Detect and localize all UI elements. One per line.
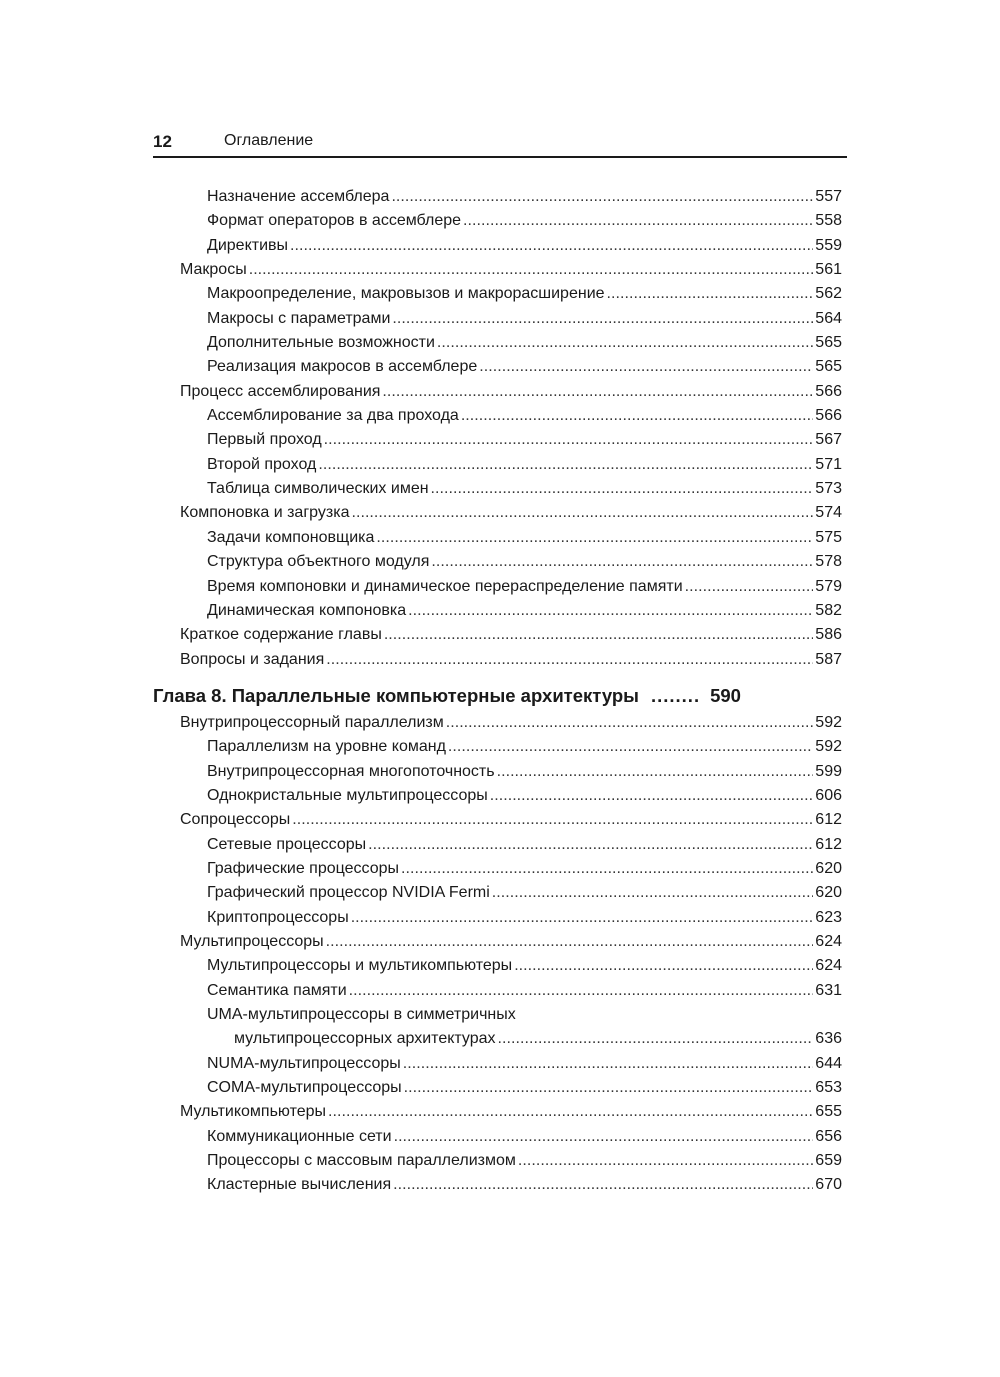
- toc-entry[interactable]: [153, 575, 842, 599]
- entry-title: COMA-мультипроцессоры: [207, 1079, 402, 1097]
- entry-page: 561: [815, 261, 842, 279]
- entry-page: 573: [815, 480, 842, 498]
- toc-entry[interactable]: [153, 185, 842, 209]
- dot-leader: [607, 282, 814, 306]
- toc-entry[interactable]: [153, 258, 842, 282]
- entry-title: Макросы с параметрами: [207, 309, 391, 327]
- dot-leader: [351, 501, 813, 525]
- entry-title: Внутрипроцессорная многопоточность: [207, 762, 495, 780]
- entry-page: 636: [815, 1030, 842, 1048]
- toc-entry[interactable]: [153, 711, 842, 735]
- dot-leader: [448, 735, 813, 759]
- entry-title: Компоновка и загрузка: [180, 504, 350, 522]
- chapter-page: 590: [710, 684, 741, 706]
- toc-entry[interactable]: [153, 857, 842, 881]
- entry-title: Мультипроцессоры и мультикомпьютеры: [207, 957, 513, 975]
- entry-page: 565: [815, 334, 842, 352]
- page-header: [153, 130, 847, 158]
- chapter-title: Глава 8. Параллельные компьютерные архитектуры: [153, 684, 639, 706]
- toc-entry[interactable]: [153, 1173, 842, 1197]
- toc-entry[interactable]: [153, 623, 842, 647]
- entry-page: 620: [815, 859, 842, 877]
- header-rule: [153, 156, 847, 158]
- entry-title: Процесс ассемблирования: [180, 382, 381, 400]
- entry-page: 558: [815, 212, 842, 230]
- entry-page: 574: [815, 504, 842, 522]
- entry-page: 565: [815, 358, 842, 376]
- entry-title: Реализация макросов в ассемблере: [207, 358, 478, 376]
- dot-leader: [431, 477, 814, 501]
- dot-leader: ........: [650, 684, 701, 706]
- entry-title: Динамическая компоновка: [207, 601, 407, 619]
- entry-title: Время компоновки и динамическое перераспределение памяти: [207, 577, 683, 595]
- dot-leader: [490, 784, 814, 808]
- toc-entry[interactable]: [153, 1003, 842, 1052]
- entry-title: Параллелизм на уровне команд: [207, 738, 446, 756]
- dot-leader: [518, 1149, 813, 1173]
- entry-page: 670: [815, 1176, 842, 1194]
- dot-leader: [368, 833, 813, 857]
- entry-page: 624: [815, 932, 842, 950]
- dot-leader: [326, 648, 813, 672]
- entry-page: 631: [815, 981, 842, 999]
- toc-entry[interactable]: [153, 234, 842, 258]
- entry-page: 656: [815, 1127, 842, 1145]
- entry-title: Графические процессоры: [207, 859, 399, 877]
- entry-page: 606: [815, 786, 842, 804]
- entry-page: 592: [815, 713, 842, 731]
- toc-entry[interactable]: [153, 355, 842, 379]
- toc-entry[interactable]: [153, 428, 842, 452]
- entry-page: 612: [815, 811, 842, 829]
- dot-leader: [497, 760, 814, 784]
- entry-title: Первый проход: [207, 431, 322, 449]
- dot-leader: [401, 857, 813, 881]
- entry-title: Макросы: [180, 261, 247, 279]
- entry-page: 579: [815, 577, 842, 595]
- dot-leader: [446, 711, 814, 735]
- dot-leader: [514, 954, 813, 978]
- toc-entry[interactable]: [153, 906, 842, 930]
- entry-page: 582: [815, 601, 842, 619]
- entry-title: Коммуникационные сети: [207, 1127, 392, 1145]
- toc-entry[interactable]: [153, 331, 842, 355]
- entry-title: Внутрипроцессорный параллелизм: [180, 713, 444, 731]
- toc-entry[interactable]: [153, 808, 842, 832]
- entry-title: Сетевые процессоры: [207, 835, 367, 853]
- toc-entry[interactable]: [153, 599, 842, 623]
- dot-leader: [318, 453, 813, 477]
- toc-section-chapter-8: [153, 711, 842, 1198]
- toc-entry[interactable]: [153, 979, 842, 1003]
- toc-entry[interactable]: [153, 735, 842, 759]
- entry-page: 592: [815, 738, 842, 756]
- entry-title: NUMA-мультипроцессоры: [207, 1054, 401, 1072]
- dot-leader: [384, 623, 813, 647]
- entry-title: Таблица символических имен: [207, 480, 429, 498]
- dot-leader: [685, 575, 814, 599]
- entry-title: Второй проход: [207, 455, 317, 473]
- toc-entry[interactable]: [153, 833, 842, 857]
- toc-entry[interactable]: [153, 760, 842, 784]
- entry-page: 578: [815, 553, 842, 571]
- dot-leader: [492, 881, 814, 905]
- dot-leader: [382, 380, 813, 404]
- dot-leader: [437, 331, 813, 355]
- toc-entry[interactable]: [153, 881, 842, 905]
- entry-page: 612: [815, 835, 842, 853]
- entry-title: Сопроцессоры: [180, 811, 291, 829]
- entry-title: Ассемблирование за два прохода: [207, 407, 459, 425]
- dot-leader: [408, 599, 813, 623]
- toc-entry[interactable]: [153, 453, 842, 477]
- entry-title: Вопросы и задания: [180, 650, 325, 668]
- dot-leader: [498, 1027, 814, 1051]
- entry-title: Дополнительные возможности: [207, 334, 435, 352]
- entry-page: 571: [815, 455, 842, 473]
- toc-entry[interactable]: [153, 526, 842, 550]
- entry-title: Мультипроцессоры: [180, 932, 324, 950]
- entry-title: Графический процессор NVIDIA Fermi: [207, 884, 490, 902]
- entry-title: Формат операторов в ассемблере: [207, 212, 462, 230]
- toc-entry[interactable]: [153, 404, 842, 428]
- dot-leader: [404, 1076, 814, 1100]
- dot-leader: [324, 428, 814, 452]
- entry-title: Мультикомпьютеры: [180, 1103, 327, 1121]
- entry-title: Кластерные вычисления: [207, 1176, 392, 1194]
- entry-title: Макроопределение, макровызов и макрорасширение: [207, 285, 605, 303]
- dot-leader: [403, 1052, 814, 1076]
- dot-leader: [290, 234, 813, 258]
- dot-leader: [349, 979, 814, 1003]
- entry-page: 599: [815, 762, 842, 780]
- entry-title: Назначение ассемблера: [207, 188, 390, 205]
- toc-entry[interactable]: [153, 1076, 842, 1100]
- entry-page: 557: [815, 188, 842, 205]
- toc-entry[interactable]: [153, 477, 842, 501]
- entry-title: Однокристальные мультипроцессоры: [207, 786, 488, 804]
- dot-leader: [249, 258, 814, 282]
- dot-leader: [393, 1173, 813, 1197]
- toc-entry[interactable]: [153, 1052, 842, 1076]
- toc-entry[interactable]: [153, 930, 842, 954]
- toc-entry[interactable]: [153, 648, 842, 672]
- toc-entry[interactable]: [153, 501, 842, 525]
- dot-leader: [351, 906, 814, 930]
- entry-page: 564: [815, 309, 842, 327]
- dot-leader: [392, 307, 813, 331]
- entry-title: Краткое содержание главы: [180, 626, 382, 644]
- dot-leader: [326, 930, 814, 954]
- toc-entry[interactable]: [153, 784, 842, 808]
- entry-title: Семантика памяти: [207, 981, 347, 999]
- entry-page: 567: [815, 431, 842, 449]
- entry-title: UMA-мультипроцессоры в симметричных: [207, 1006, 516, 1023]
- entry-page: 620: [815, 884, 842, 902]
- entry-page: 587: [815, 650, 842, 668]
- entry-page: 575: [815, 528, 842, 546]
- toc-entry[interactable]: [153, 282, 842, 306]
- toc-entry[interactable]: [153, 307, 842, 331]
- running-title: Оглавление: [224, 132, 314, 149]
- dot-leader: [479, 355, 813, 379]
- entry-page: 586: [815, 626, 842, 644]
- dot-leader: [463, 209, 813, 233]
- entry-page: 659: [815, 1152, 842, 1170]
- entry-page: 562: [815, 285, 842, 303]
- toc-entry[interactable]: [153, 1100, 842, 1124]
- entry-page: 644: [815, 1054, 842, 1072]
- entry-title: Процессоры с массовым параллелизмом: [207, 1152, 516, 1170]
- entry-page: 653: [815, 1079, 842, 1097]
- entry-page: 559: [815, 236, 842, 254]
- entry-title: Криптопроцессоры: [207, 908, 349, 926]
- entry-page: 655: [815, 1103, 842, 1121]
- table-of-contents: [153, 185, 842, 1198]
- entry-page: 624: [815, 957, 842, 975]
- toc-entry[interactable]: [153, 209, 842, 233]
- dot-leader: [328, 1100, 813, 1124]
- entry-page: 566: [815, 382, 842, 400]
- toc-entry[interactable]: [153, 1149, 842, 1173]
- entry-title: Директивы: [207, 236, 289, 254]
- dot-leader: [461, 404, 813, 428]
- chapter-heading[interactable]: [153, 684, 842, 708]
- dot-leader: [391, 185, 813, 209]
- entry-title: Структура объектного модуля: [207, 553, 430, 571]
- entry-title-continuation: мультипроцессорных архитектурах: [234, 1030, 496, 1048]
- toc-entry[interactable]: [153, 954, 842, 978]
- toc-entry[interactable]: [153, 1125, 842, 1149]
- toc-section-chapter-7-tail: [153, 185, 842, 672]
- entry-page: 623: [815, 908, 842, 926]
- entry-title: Задачи компоновщика: [207, 528, 375, 546]
- page-number: 12: [153, 132, 172, 151]
- dot-leader: [394, 1125, 814, 1149]
- dot-leader: [431, 550, 813, 574]
- toc-entry[interactable]: [153, 380, 842, 404]
- toc-entry[interactable]: [153, 550, 842, 574]
- dot-leader: [376, 526, 813, 550]
- dot-leader: [292, 808, 813, 832]
- entry-page: 566: [815, 407, 842, 425]
